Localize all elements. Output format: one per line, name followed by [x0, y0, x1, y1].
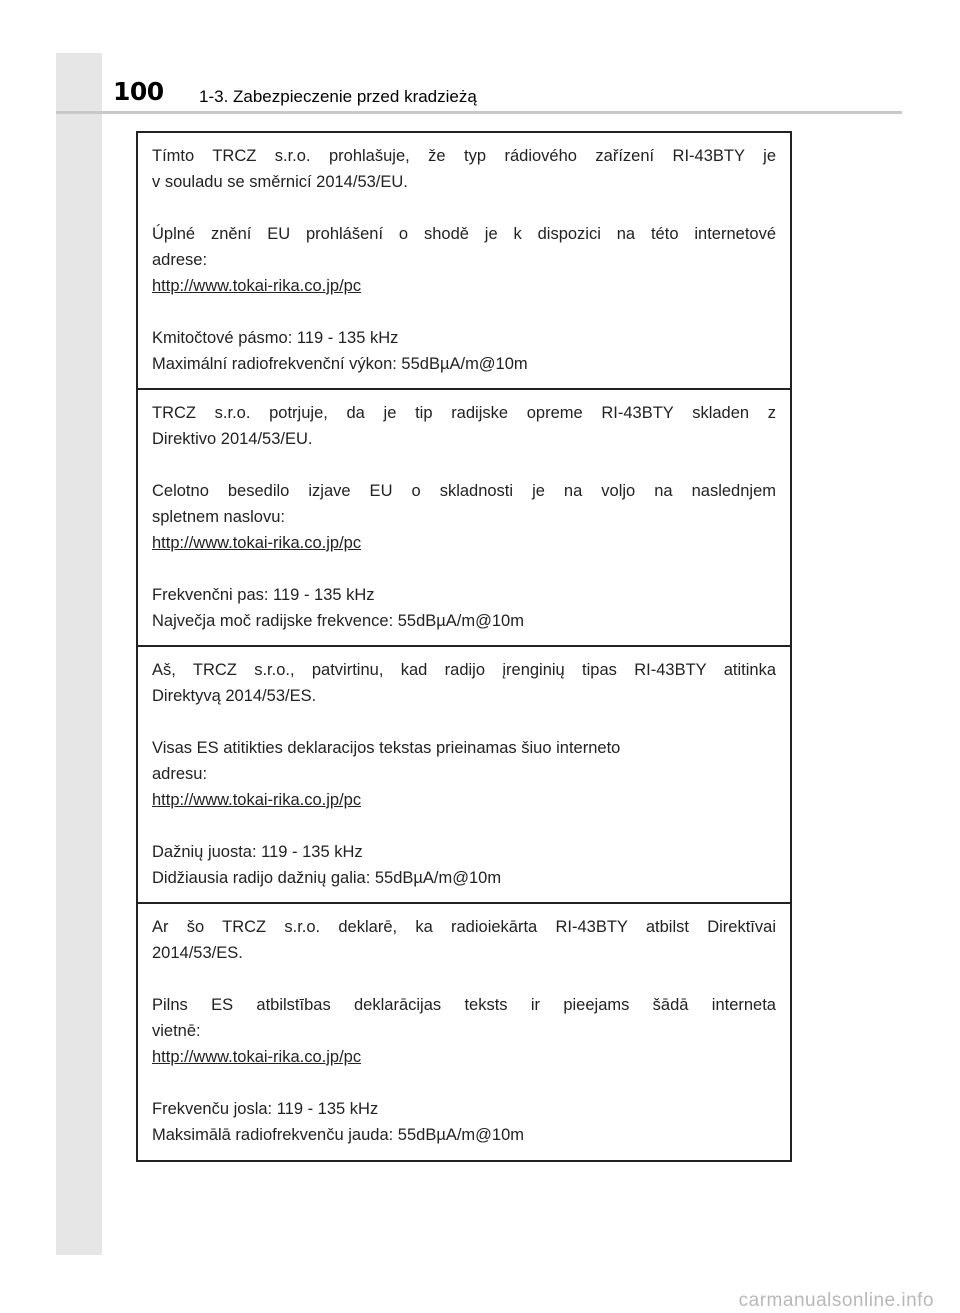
max-power: Maximální radiofrekvenční výkon: 55dBµA/m@10m [152, 355, 528, 373]
frequency-band: Dažnių juosta: 119 - 135 kHz [152, 843, 363, 861]
page-sidebar-band [56, 53, 102, 1255]
page-number: 100 [113, 77, 164, 106]
declaration-lithuanian [138, 647, 790, 904]
declaration-statement-line: 2014/53/ES. [152, 944, 243, 962]
declaration-statement-line: Direktyvą 2014/53/ES. [152, 687, 317, 705]
declaration-availability-line: spletnem naslovu: [152, 508, 285, 526]
declaration-statement-line: Ar šo TRCZ s.r.o. deklarē, ka radioiekārta RI-43BTY atbilst Direktīvai [152, 918, 776, 936]
max-power: Največja moč radijske frekvence: 55dBµA/m@10m [152, 612, 524, 630]
declarations-table [136, 131, 792, 1162]
watermark-text: carmanualsonline.info [738, 1290, 934, 1311]
declaration-availability-line: adresu: [152, 765, 208, 783]
frequency-band: Frekvenču josla: 119 - 135 kHz [152, 1100, 379, 1118]
declaration-availability-line: Celotno besedilo izjave EU o skladnosti je na voljo na naslednjem [152, 482, 776, 500]
frequency-band: Frekvenčni pas: 119 - 135 kHz [152, 586, 375, 604]
declaration-availability-line: adrese: [152, 251, 208, 269]
declaration-url-link[interactable]: http://www.tokai-rika.co.jp/pc [152, 277, 362, 295]
declaration-statement-line: TRCZ s.r.o. potrjuje, da je tip radijske opreme RI-43BTY skladen z [152, 404, 776, 422]
frequency-band: Kmitočtové pásmo: 119 - 135 kHz [152, 329, 399, 347]
declaration-slovenian [138, 390, 790, 647]
declaration-latvian [138, 904, 790, 1160]
max-power: Maksimālā radiofrekvenču jauda: 55dBµA/m@10m [152, 1126, 525, 1144]
declaration-statement-line: Direktivo 2014/53/EU. [152, 430, 313, 448]
declaration-url-link[interactable]: http://www.tokai-rika.co.jp/pc [152, 1048, 362, 1066]
declaration-statement-line: Aš, TRCZ s.r.o., patvirtinu, kad radijo įrenginių tipas RI-43BTY atitinka [152, 661, 776, 679]
declaration-statement-line: Tímto TRCZ s.r.o. prohlašuje, že typ rádiového zařízení RI-43BTY je [152, 147, 776, 165]
declaration-availability-line: Úplné znění EU prohlášení o shodě je k dispozici na této internetové [152, 225, 776, 243]
declaration-availability-line: Visas ES atitikties deklaracijos tekstas prieinamas šiuo interneto [152, 739, 621, 757]
declaration-availability-line: vietnē: [152, 1022, 201, 1040]
declaration-czech [138, 133, 790, 390]
declaration-availability-line: Pilns ES atbilstības deklarācijas teksts ir pieejams šādā interneta [152, 996, 776, 1014]
declaration-url-link[interactable]: http://www.tokai-rika.co.jp/pc [152, 534, 362, 552]
header-divider [56, 111, 902, 114]
declaration-statement-line: v souladu se směrnicí 2014/53/EU. [152, 173, 408, 191]
max-power: Didžiausia radijo dažnių galia: 55dBµA/m@10m [152, 869, 502, 887]
section-title: 1-3. Zabezpieczenie przed kradzieżą [199, 87, 477, 106]
declaration-url-link[interactable]: http://www.tokai-rika.co.jp/pc [152, 791, 362, 809]
